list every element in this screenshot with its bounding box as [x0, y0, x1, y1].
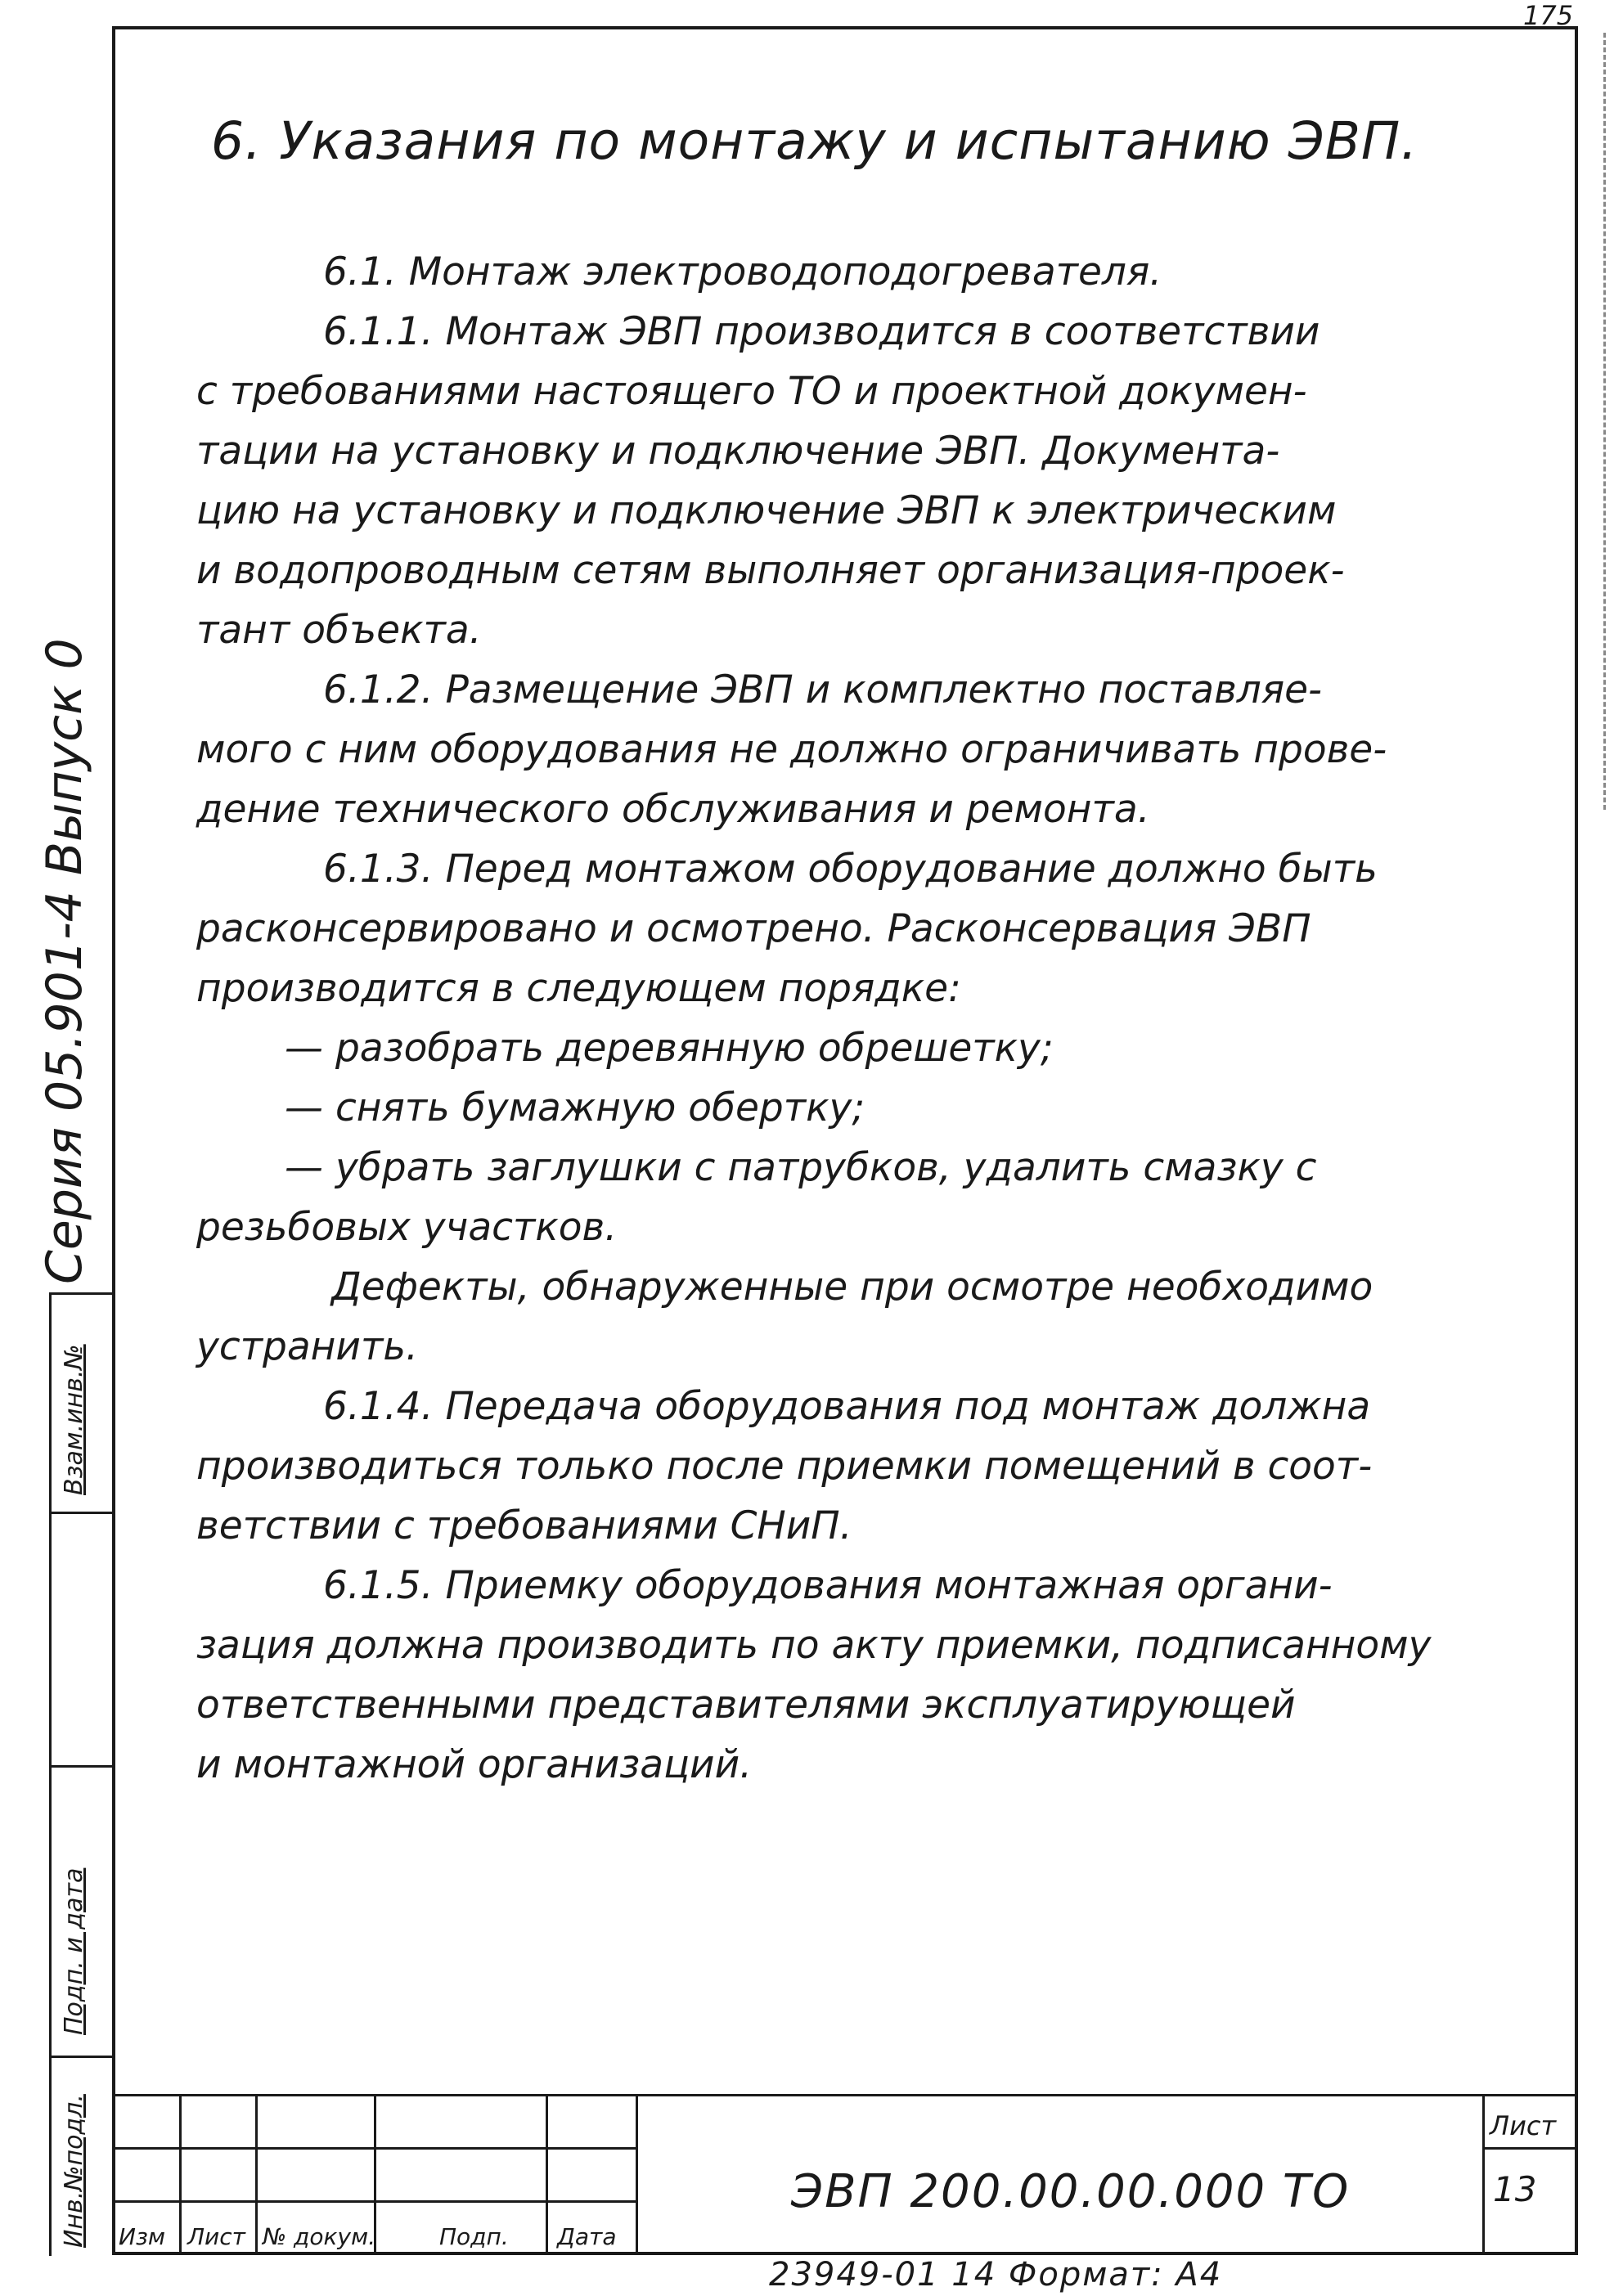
body-text — [196, 242, 1554, 1795]
sheet-number: 13 — [1493, 2169, 1537, 2209]
list-item: — разобрать деревянную обрешетку; — [285, 1026, 1054, 1071]
stamp-strip — [49, 1292, 115, 2256]
text-line: 6.1.2. Размещение ЭВП и комплектно поставляе- — [323, 667, 1322, 712]
strip-divider — [52, 1512, 115, 1514]
text-line: производиться только после приемки помещений в соот- — [196, 1444, 1373, 1489]
text-line: 6.1.3. Перед монтажом оборудование должно быть — [323, 847, 1378, 892]
text-line: расконсервировано и осмотрено. Расконсервация ЭВП — [196, 906, 1311, 951]
text-line: 6.1. Монтаж электроводоподогревателя. — [323, 249, 1162, 294]
col-izm: Изм — [119, 2223, 165, 2250]
footer-format: 23949-01 14 Формат: А4 — [769, 2256, 1223, 2294]
text-line: и монтажной организаций. — [196, 1742, 753, 1787]
document-number: ЭВП 200.00.00.000 ТО — [791, 2165, 1351, 2218]
col-date: Дата — [557, 2223, 617, 2250]
text-line: дение технического обслуживания и ремонта. — [196, 787, 1150, 832]
text-line: зация должна производить по акту приемки, подписанному — [196, 1623, 1432, 1668]
text-line: 6.1.5. Приемку оборудования монтажная органи- — [323, 1563, 1333, 1608]
text-line: и водопроводным сетям выполняет организация-проек- — [196, 548, 1345, 593]
text-line: 6.1.1. Монтаж ЭВП производится в соответствии — [323, 309, 1320, 354]
strip-divider — [52, 1765, 115, 1768]
text-line: тант объекта. — [196, 608, 482, 653]
text-line: цию на установку и подключение ЭВП к электрическим — [196, 488, 1337, 533]
list-item: — снять бумажную обертку; — [285, 1085, 865, 1130]
text-line: мого с ним оборудования не должно ограничивать прове- — [196, 727, 1387, 772]
list-item: — убрать заглушки с патрубков, удалить смазку с — [285, 1145, 1317, 1190]
text-line: устранить. — [196, 1324, 418, 1369]
text-line: 6.1.4. Передача оборудования под монтаж должна — [323, 1384, 1371, 1429]
text-line: производится в следующем порядке: — [196, 966, 961, 1011]
text-line: Дефекты, обнаруженные при осмотре необходимо — [331, 1265, 1373, 1310]
sign-date-label: Подп. и дата — [60, 1867, 88, 2035]
title-top-line — [112, 2094, 1578, 2096]
section-heading: 6. Указания по монтажу и испытанию ЭВП. — [211, 111, 1418, 171]
inv-number-label: Инв.№подл. — [60, 2094, 88, 2248]
strip-divider — [52, 2056, 115, 2058]
replace-inv-label: Взам.инв.№ — [60, 1344, 88, 1495]
col-sign: Подп. — [439, 2223, 509, 2250]
series-label: Серия 05.901-4 Выпуск 0 — [36, 638, 93, 1284]
text-line: с требованиями настоящего ТО и проектной докумен- — [196, 369, 1307, 414]
text-line: ветствии с требованиями СНиП. — [196, 1503, 852, 1548]
col-doc: № докум. — [263, 2223, 376, 2250]
binding-edge — [1603, 33, 1607, 810]
text-line: ответственными представителями эксплуатирующей — [196, 1683, 1296, 1728]
corner-number: 175 — [1523, 0, 1574, 31]
sheet-label: Лист — [1490, 2110, 1557, 2141]
col-list: Лист — [187, 2223, 245, 2250]
text-line: резьбовых участков. — [196, 1205, 618, 1250]
title-block — [112, 2094, 1578, 2254]
text-line: тации на установку и подключение ЭВП. Документа- — [196, 429, 1280, 474]
